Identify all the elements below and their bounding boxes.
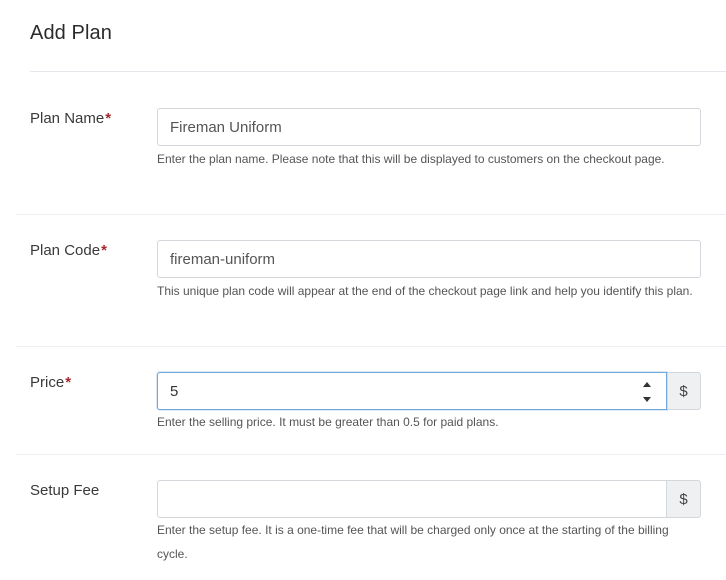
required-marker: * <box>105 110 112 127</box>
price-input-group <box>157 372 701 410</box>
row-divider <box>16 454 726 455</box>
price-help: Enter the selling price. It must be greater than 0.5 for paid plans. <box>157 415 499 429</box>
row-divider <box>16 346 726 347</box>
chevron-down-icon[interactable] <box>643 397 651 402</box>
title-divider <box>30 71 726 72</box>
plan-code-input[interactable] <box>157 240 701 278</box>
setup-fee-help: Enter the setup fee. It is a one-time fee that will be charged only once at the starting of the billing cycle. <box>157 523 669 561</box>
setup-fee-input-group <box>157 480 701 518</box>
plan-name-label: Plan Name* <box>30 110 112 127</box>
price-input[interactable] <box>157 372 667 410</box>
row-divider <box>16 214 726 215</box>
plan-code-label: Plan Code* <box>30 242 107 259</box>
price-stepper[interactable] <box>641 382 652 402</box>
setup-fee-label: Setup Fee <box>30 482 100 499</box>
page-title: Add Plan <box>30 22 112 44</box>
required-marker: * <box>65 374 72 391</box>
chevron-up-icon[interactable] <box>643 382 651 387</box>
setup-fee-input[interactable] <box>157 480 667 518</box>
setup-fee-currency-addon: $ <box>666 480 701 518</box>
plan-name-help: Enter the plan name. Please note that this will be displayed to customers on the checkout page. <box>157 152 665 166</box>
plan-name-input[interactable] <box>157 108 701 146</box>
price-currency-addon: $ <box>666 372 701 410</box>
plan-code-help: This unique plan code will appear at the end of the checkout page link and help you identify this plan. <box>157 284 693 298</box>
required-marker: * <box>101 242 107 259</box>
price-label: Price* <box>30 374 72 391</box>
price-value: 5 <box>170 382 179 400</box>
